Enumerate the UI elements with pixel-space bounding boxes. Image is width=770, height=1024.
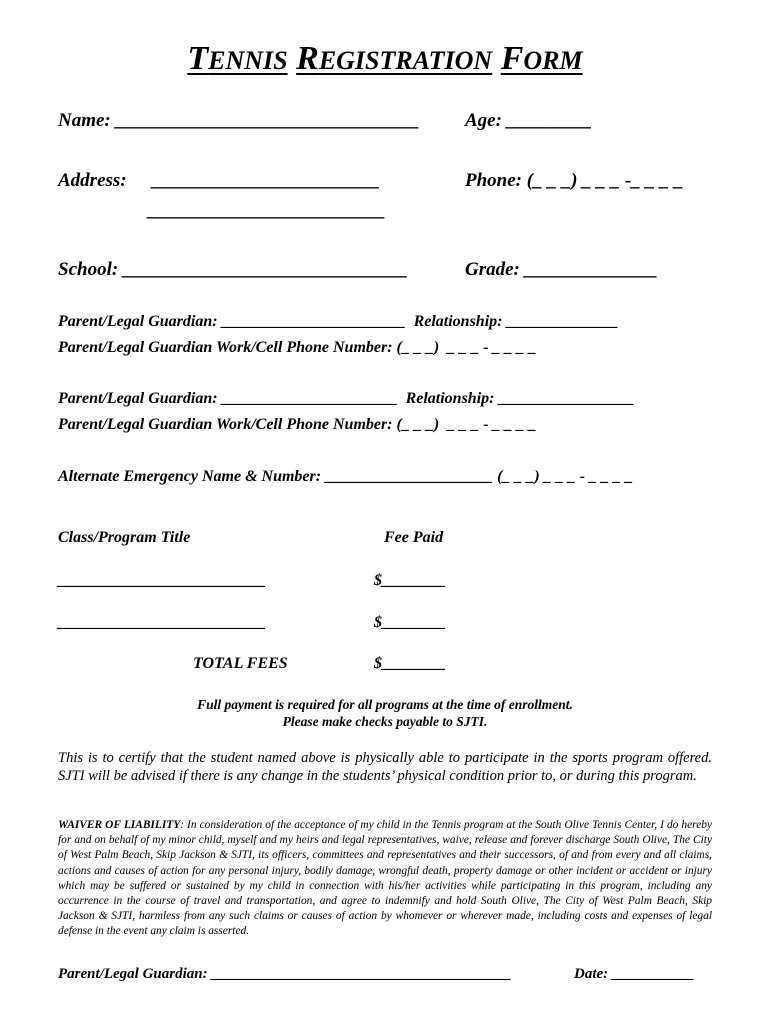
phone-field[interactable]: Phone: (_ _ _) _ _ _ -_ _ _ _ (465, 170, 684, 191)
age-field[interactable]: Age: _________ (465, 110, 593, 131)
grade-field[interactable]: Grade: ______________ (465, 259, 658, 280)
waiver-paragraph (58, 818, 712, 940)
guardian-2-field[interactable]: Parent/Legal Guardian: ______________________ Relationship: _________________ (58, 390, 635, 407)
waiver-label: WAIVER OF LIABILITY (58, 819, 181, 831)
guardian-1-field[interactable]: Parent/Legal Guardian: _______________________ Relationship: ______________ (58, 313, 619, 330)
total-fees-line[interactable]: $________ (374, 655, 446, 672)
fee-paid-header: Fee Paid (384, 529, 444, 546)
emergency-contact-field[interactable]: Alternate Emergency Name & Number: _____________________ (_ _ _) _ _ _ - _ _ _ _ (58, 468, 634, 485)
address-label: Address: (58, 170, 127, 191)
school-field[interactable]: School: ______________________________ (58, 259, 408, 280)
guardian-2-phone-field[interactable]: Parent/Legal Guardian Work/Cell Phone Number: (_ _ _) _ _ _ - _ _ _ _ (58, 416, 537, 433)
fee-line-2[interactable]: $________ (374, 614, 446, 631)
address-line-1[interactable]: ________________________ (152, 170, 380, 191)
payment-notice-line-2: Please make checks payable to SJTI. (282, 714, 488, 729)
class-line-2[interactable]: __________________________ (58, 614, 266, 631)
payment-notice-line-1: Full payment is required for all programs at the time of enrollment. (197, 697, 573, 712)
form-title: TENNIS REGISTRATION FORM (187, 40, 583, 77)
guardian-signature-field[interactable]: Parent/Legal Guardian: ________________________________________ (58, 966, 512, 982)
certification-paragraph: This is to certify that the student named above is physically able to participate in the sports program offered. SJTI will be advised if there is any change in the students’ physical condition prior to, or during this program. (58, 750, 712, 784)
fee-line-1[interactable]: $________ (374, 572, 446, 589)
waiver-text: : In consideration of the acceptance of my child in the Tennis program at the South Olive Tennis Center, I do hereby for and on behalf of my minor child, myself and my heirs and legal representatives, waive, release and forever discharge South Olive, The City of West Palm Beach, Skip Jackson & SJTI, its officers, committees and representatives and their successors, of and from every and all claims, actions and causes of action for any personal injury, bodily damage, wrongful death, property damage or other incident or accident or injury which may be suffered or sustained by my child in connection with his/her activities while participating in this program, including any occurrence in the course of travel and transportation, and agree to indemnify and hold South Olive, The City of West Palm Beach, Skip Jackson & SJTI, harmless from any such claims or causes of action by whomever or wherever made, including costs and expenses of legal defense in the event any claim is asserted. (58, 819, 712, 938)
address-line-2[interactable]: _________________________ (148, 200, 386, 221)
date-field[interactable]: Date: ___________ (574, 966, 695, 982)
guardian-1-phone-field[interactable]: Parent/Legal Guardian Work/Cell Phone Number: (_ _ _) _ _ _ - _ _ _ _ (58, 339, 537, 356)
class-line-1[interactable]: __________________________ (58, 572, 266, 589)
class-title-header: Class/Program Title (58, 529, 191, 546)
total-fees-label: TOTAL FEES (193, 655, 288, 672)
name-field[interactable]: Name: ________________________________ (58, 110, 420, 131)
